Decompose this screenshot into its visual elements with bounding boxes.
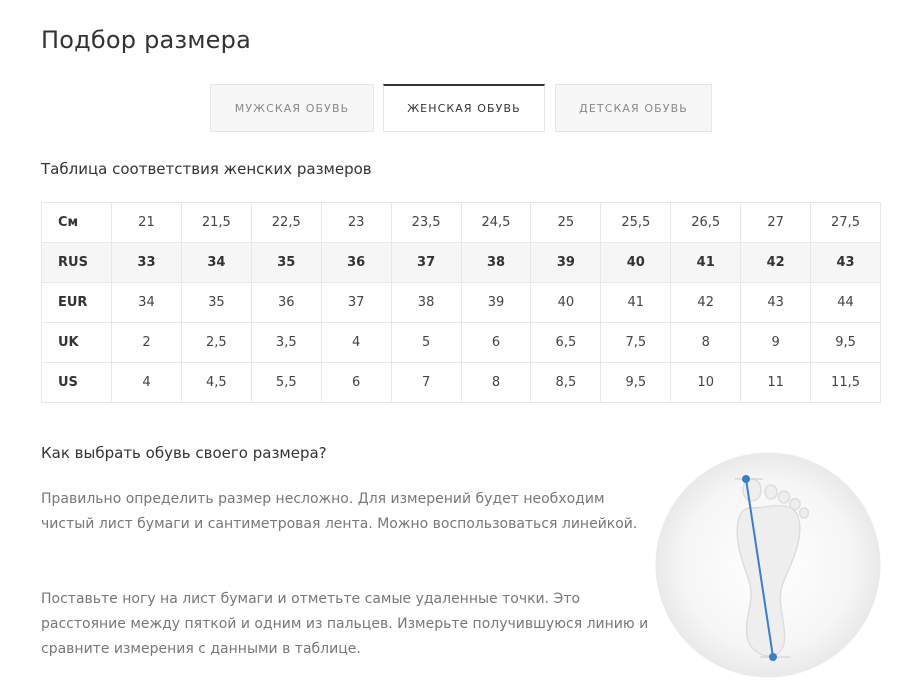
size-row-rus <box>42 243 881 283</box>
size-cell: 36 <box>321 243 391 283</box>
size-cell: 44 <box>811 283 881 323</box>
size-cell: 37 <box>391 243 461 283</box>
size-row-eur <box>42 283 881 323</box>
size-cell: 5 <box>391 323 461 363</box>
size-row-label: US <box>42 363 112 403</box>
size-cell: 8 <box>671 323 741 363</box>
foot-measure-icon <box>655 450 883 689</box>
size-cell: 27,5 <box>811 203 881 243</box>
size-cell: 4 <box>112 363 182 403</box>
size-cell: 23 <box>321 203 391 243</box>
size-cell: 25,5 <box>601 203 671 243</box>
size-cell: 2,5 <box>181 323 251 363</box>
size-row-uk <box>42 323 881 363</box>
size-cell: 35 <box>251 243 321 283</box>
size-cell: 34 <box>112 283 182 323</box>
size-cell: 38 <box>461 243 531 283</box>
guide-paragraph-2: Поставьте ногу на лист бумаги и отметьте самые удаленные точки. Это расстояние между пяткой и одним из пальцев. Измерьте получившуюся линию и сравните измерения с данными в таблице. <box>41 591 649 657</box>
size-cell: 6 <box>461 323 531 363</box>
size-cell: 9,5 <box>601 363 671 403</box>
size-cell: 7,5 <box>601 323 671 363</box>
size-cell: 42 <box>671 283 741 323</box>
size-cell: 4 <box>321 323 391 363</box>
size-cell: 25 <box>531 203 601 243</box>
size-cell: 8 <box>461 363 531 403</box>
size-row-label: UK <box>42 323 112 363</box>
size-row-label: RUS <box>42 243 112 283</box>
size-cell: 2 <box>112 323 182 363</box>
tab-women-shoes[interactable]: ЖЕНСКАЯ ОБУВЬ <box>383 84 545 132</box>
page-title: Подбор размера <box>41 26 251 54</box>
size-cell: 37 <box>321 283 391 323</box>
size-cell: 21,5 <box>181 203 251 243</box>
size-cell: 43 <box>741 283 811 323</box>
size-row-label: EUR <box>42 283 112 323</box>
size-cell: 39 <box>531 243 601 283</box>
size-cell: 4,5 <box>181 363 251 403</box>
size-cell: 40 <box>601 243 671 283</box>
size-cell: 5,5 <box>251 363 321 403</box>
size-cell: 8,5 <box>531 363 601 403</box>
size-table-title: Таблица соответствия женских размеров <box>41 160 372 178</box>
size-cell: 43 <box>811 243 881 283</box>
size-cell: 41 <box>601 283 671 323</box>
size-cell: 11 <box>741 363 811 403</box>
size-cell: 23,5 <box>391 203 461 243</box>
size-cell: 33 <box>112 243 182 283</box>
size-cell: 22,5 <box>251 203 321 243</box>
size-cell: 10 <box>671 363 741 403</box>
size-table <box>41 202 881 403</box>
size-cell: 6 <box>321 363 391 403</box>
size-cell: 21 <box>112 203 182 243</box>
size-row-см <box>42 203 881 243</box>
size-row-us <box>42 363 881 403</box>
size-cell: 42 <box>741 243 811 283</box>
size-cell: 24,5 <box>461 203 531 243</box>
size-cell: 9 <box>741 323 811 363</box>
tab-men-shoes[interactable]: МУЖСКАЯ ОБУВЬ <box>210 84 374 132</box>
size-cell: 39 <box>461 283 531 323</box>
size-cell: 35 <box>181 283 251 323</box>
size-cell: 34 <box>181 243 251 283</box>
size-cell: 41 <box>671 243 741 283</box>
size-cell: 36 <box>251 283 321 323</box>
size-cell: 40 <box>531 283 601 323</box>
guide-title: Как выбрать обувь своего размера? <box>41 444 327 462</box>
size-cell: 26,5 <box>671 203 741 243</box>
size-row-label: См <box>42 203 112 243</box>
size-cell: 38 <box>391 283 461 323</box>
size-cell: 7 <box>391 363 461 403</box>
size-cell: 6,5 <box>531 323 601 363</box>
size-cell: 3,5 <box>251 323 321 363</box>
size-cell: 9,5 <box>811 323 881 363</box>
size-cell: 11,5 <box>811 363 881 403</box>
tab-kids-shoes[interactable]: ДЕТСКАЯ ОБУВЬ <box>555 84 712 132</box>
size-cell: 27 <box>741 203 811 243</box>
guide-paragraph-1: Правильно определить размер несложно. Для измерений будет необходим чистый лист бумаги и сантиметровая лента. Можно воспользоваться линейкой. <box>41 491 638 532</box>
